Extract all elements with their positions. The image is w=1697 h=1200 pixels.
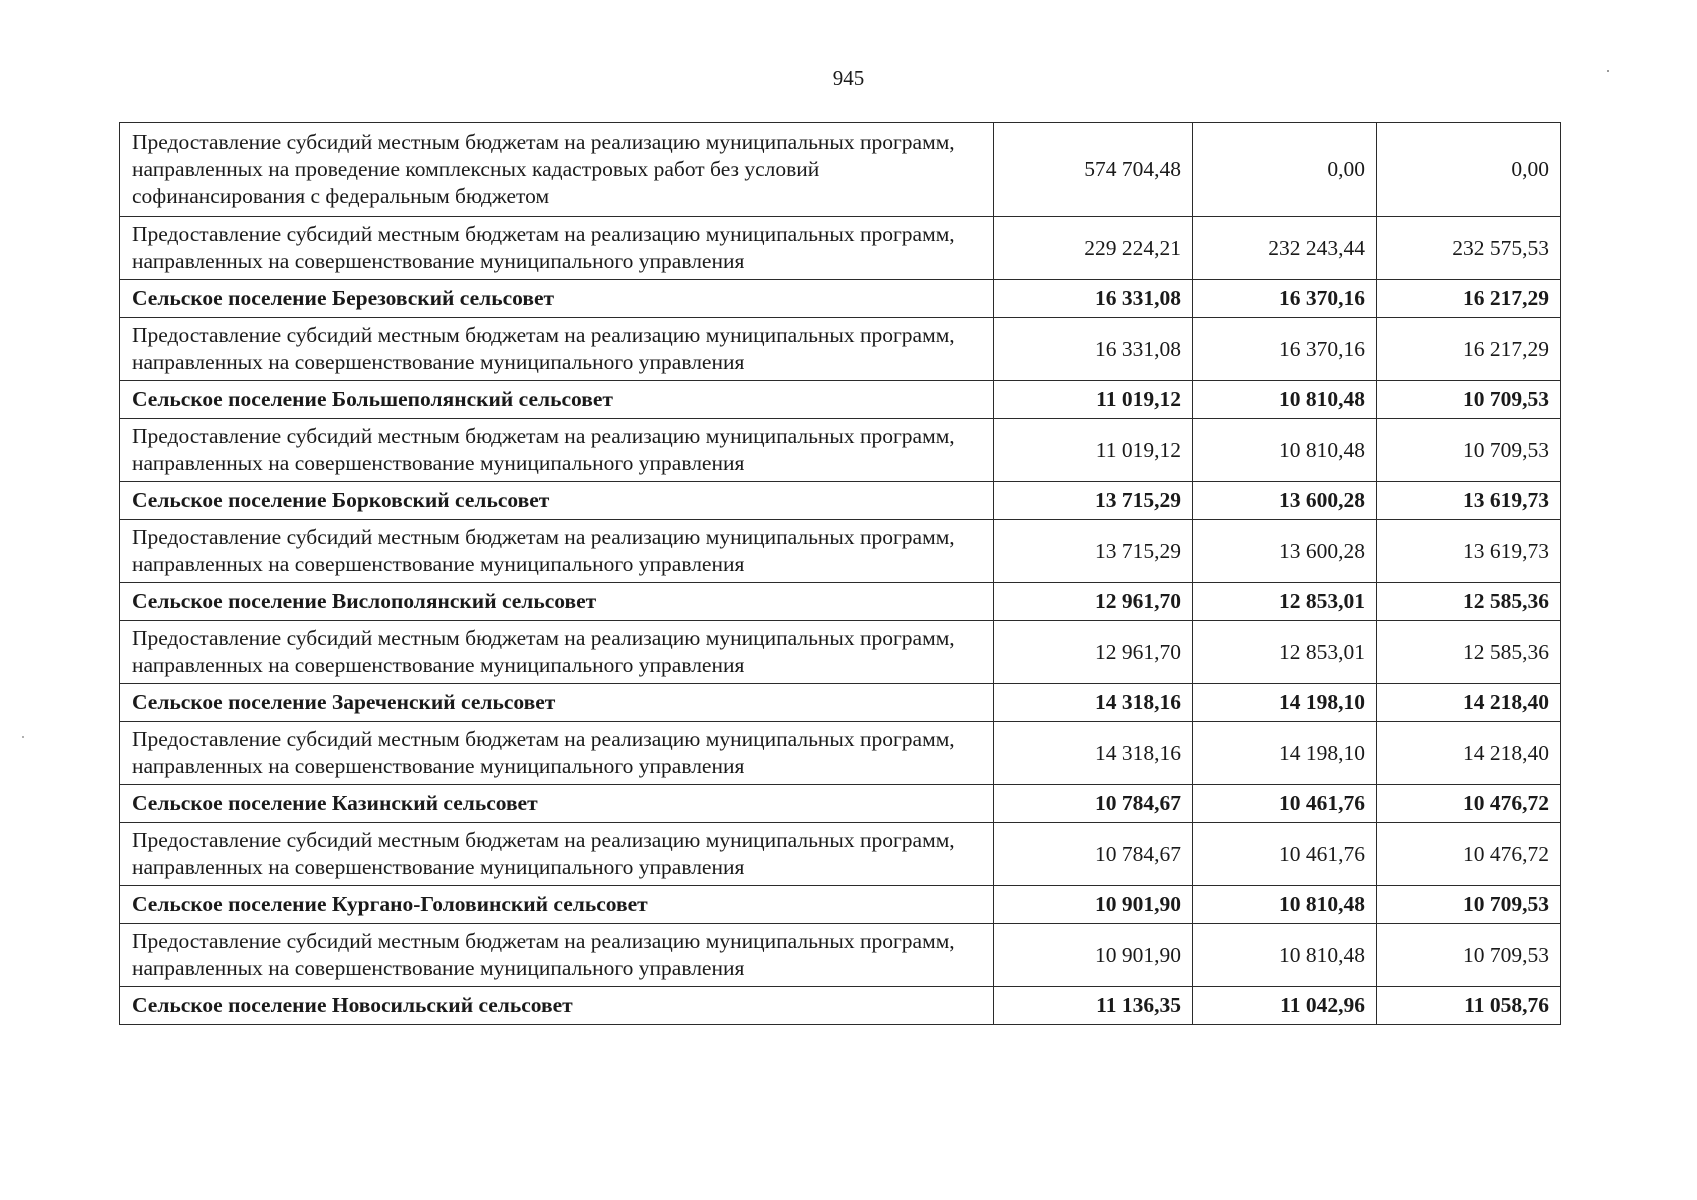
total-year-1: 10 784,67 bbox=[994, 785, 1193, 823]
page-number: 945 bbox=[832, 66, 865, 90]
value-year-1: 14 318,16 bbox=[994, 722, 1193, 785]
settlement-row bbox=[120, 684, 1561, 722]
total-year-2: 11 042,96 bbox=[1193, 987, 1377, 1025]
settlement-row bbox=[120, 381, 1561, 419]
settlement-name: Сельское поселение Казинский сельсовет bbox=[120, 785, 994, 823]
settlement-row bbox=[120, 482, 1561, 520]
subsidy-row bbox=[120, 823, 1561, 886]
value-year-1: 16 331,08 bbox=[994, 318, 1193, 381]
settlement-name: Сельское поселение Большеполянский сельсовет bbox=[120, 381, 994, 419]
total-year-2: 12 853,01 bbox=[1193, 583, 1377, 621]
total-year-3: 16 217,29 bbox=[1377, 280, 1561, 318]
value-year-1: 574 704,48 bbox=[994, 123, 1193, 217]
subsidy-row bbox=[120, 621, 1561, 684]
settlement-name: Сельское поселение Березовский сельсовет bbox=[120, 280, 994, 318]
total-year-1: 16 331,08 bbox=[994, 280, 1193, 318]
subsidy-row bbox=[120, 217, 1561, 280]
row-name: Предоставление субсидий местным бюджетам на реализацию муниципальных программ, направленных на совершенствование муниципального управления bbox=[120, 722, 994, 785]
row-name: Предоставление субсидий местным бюджетам на реализацию муниципальных программ, направленных на совершенствование муниципального управления bbox=[120, 520, 994, 583]
row-name: Предоставление субсидий местным бюджетам на реализацию муниципальных программ, направленных на совершенствование муниципального управления bbox=[120, 419, 994, 482]
value-year-1: 13 715,29 bbox=[994, 520, 1193, 583]
value-year-3: 14 218,40 bbox=[1377, 722, 1561, 785]
total-year-1: 11 136,35 bbox=[994, 987, 1193, 1025]
total-year-2: 13 600,28 bbox=[1193, 482, 1377, 520]
settlement-row bbox=[120, 886, 1561, 924]
total-year-3: 12 585,36 bbox=[1377, 583, 1561, 621]
total-year-3: 13 619,73 bbox=[1377, 482, 1561, 520]
value-year-1: 10 901,90 bbox=[994, 924, 1193, 987]
scan-speck bbox=[22, 736, 24, 738]
subsidy-row bbox=[120, 419, 1561, 482]
budget-table-body bbox=[120, 123, 1561, 1025]
total-year-2: 10 810,48 bbox=[1193, 886, 1377, 924]
value-year-2: 12 853,01 bbox=[1193, 621, 1377, 684]
value-year-2: 10 810,48 bbox=[1193, 924, 1377, 987]
value-year-2: 13 600,28 bbox=[1193, 520, 1377, 583]
settlement-name: Сельское поселение Борковский сельсовет bbox=[120, 482, 994, 520]
row-name: Предоставление субсидий местным бюджетам на реализацию муниципальных программ, направленных на совершенствование муниципального управления bbox=[120, 318, 994, 381]
total-year-1: 10 901,90 bbox=[994, 886, 1193, 924]
settlement-row bbox=[120, 987, 1561, 1025]
value-year-3: 10 476,72 bbox=[1377, 823, 1561, 886]
total-year-3: 10 476,72 bbox=[1377, 785, 1561, 823]
subsidy-row bbox=[120, 722, 1561, 785]
value-year-3: 232 575,53 bbox=[1377, 217, 1561, 280]
scan-speck bbox=[1607, 70, 1609, 72]
total-year-2: 16 370,16 bbox=[1193, 280, 1377, 318]
total-year-3: 11 058,76 bbox=[1377, 987, 1561, 1025]
row-name: Предоставление субсидий местным бюджетам на реализацию муниципальных программ, направленных на проведение комплексных кадастровых работ без условий софинансирования с федеральным бюджетом bbox=[120, 123, 994, 217]
settlement-name: Сельское поселение Новосильский сельсовет bbox=[120, 987, 994, 1025]
total-year-1: 12 961,70 bbox=[994, 583, 1193, 621]
total-year-1: 14 318,16 bbox=[994, 684, 1193, 722]
value-year-2: 232 243,44 bbox=[1193, 217, 1377, 280]
settlement-name: Сельское поселение Зареченский сельсовет bbox=[120, 684, 994, 722]
row-name: Предоставление субсидий местным бюджетам на реализацию муниципальных программ, направленных на совершенствование муниципального управления bbox=[120, 621, 994, 684]
row-name: Предоставление субсидий местным бюджетам на реализацию муниципальных программ, направленных на совершенствование муниципального управления bbox=[120, 924, 994, 987]
row-name: Предоставление субсидий местным бюджетам на реализацию муниципальных программ, направленных на совершенствование муниципального управления bbox=[120, 823, 994, 886]
value-year-3: 0,00 bbox=[1377, 123, 1561, 217]
total-year-3: 10 709,53 bbox=[1377, 381, 1561, 419]
settlement-name: Сельское поселение Кургано-Головинский сельсовет bbox=[120, 886, 994, 924]
total-year-2: 10 810,48 bbox=[1193, 381, 1377, 419]
value-year-3: 10 709,53 bbox=[1377, 924, 1561, 987]
value-year-3: 13 619,73 bbox=[1377, 520, 1561, 583]
total-year-1: 11 019,12 bbox=[994, 381, 1193, 419]
settlement-row bbox=[120, 785, 1561, 823]
value-year-2: 16 370,16 bbox=[1193, 318, 1377, 381]
value-year-1: 12 961,70 bbox=[994, 621, 1193, 684]
value-year-1: 229 224,21 bbox=[994, 217, 1193, 280]
row-name: Предоставление субсидий местным бюджетам на реализацию муниципальных программ, направленных на совершенствование муниципального управления bbox=[120, 217, 994, 280]
settlement-name: Сельское поселение Вислополянский сельсовет bbox=[120, 583, 994, 621]
value-year-1: 11 019,12 bbox=[994, 419, 1193, 482]
settlement-row bbox=[120, 280, 1561, 318]
budget-table bbox=[119, 122, 1561, 1025]
value-year-2: 10 461,76 bbox=[1193, 823, 1377, 886]
subsidy-row bbox=[120, 123, 1561, 217]
subsidy-row bbox=[120, 318, 1561, 381]
value-year-2: 10 810,48 bbox=[1193, 419, 1377, 482]
total-year-3: 10 709,53 bbox=[1377, 886, 1561, 924]
subsidy-row bbox=[120, 924, 1561, 987]
value-year-2: 0,00 bbox=[1193, 123, 1377, 217]
value-year-2: 14 198,10 bbox=[1193, 722, 1377, 785]
settlement-row bbox=[120, 583, 1561, 621]
value-year-3: 12 585,36 bbox=[1377, 621, 1561, 684]
subsidy-row bbox=[120, 520, 1561, 583]
total-year-2: 14 198,10 bbox=[1193, 684, 1377, 722]
value-year-3: 10 709,53 bbox=[1377, 419, 1561, 482]
total-year-2: 10 461,76 bbox=[1193, 785, 1377, 823]
total-year-3: 14 218,40 bbox=[1377, 684, 1561, 722]
value-year-3: 16 217,29 bbox=[1377, 318, 1561, 381]
value-year-1: 10 784,67 bbox=[994, 823, 1193, 886]
total-year-1: 13 715,29 bbox=[994, 482, 1193, 520]
